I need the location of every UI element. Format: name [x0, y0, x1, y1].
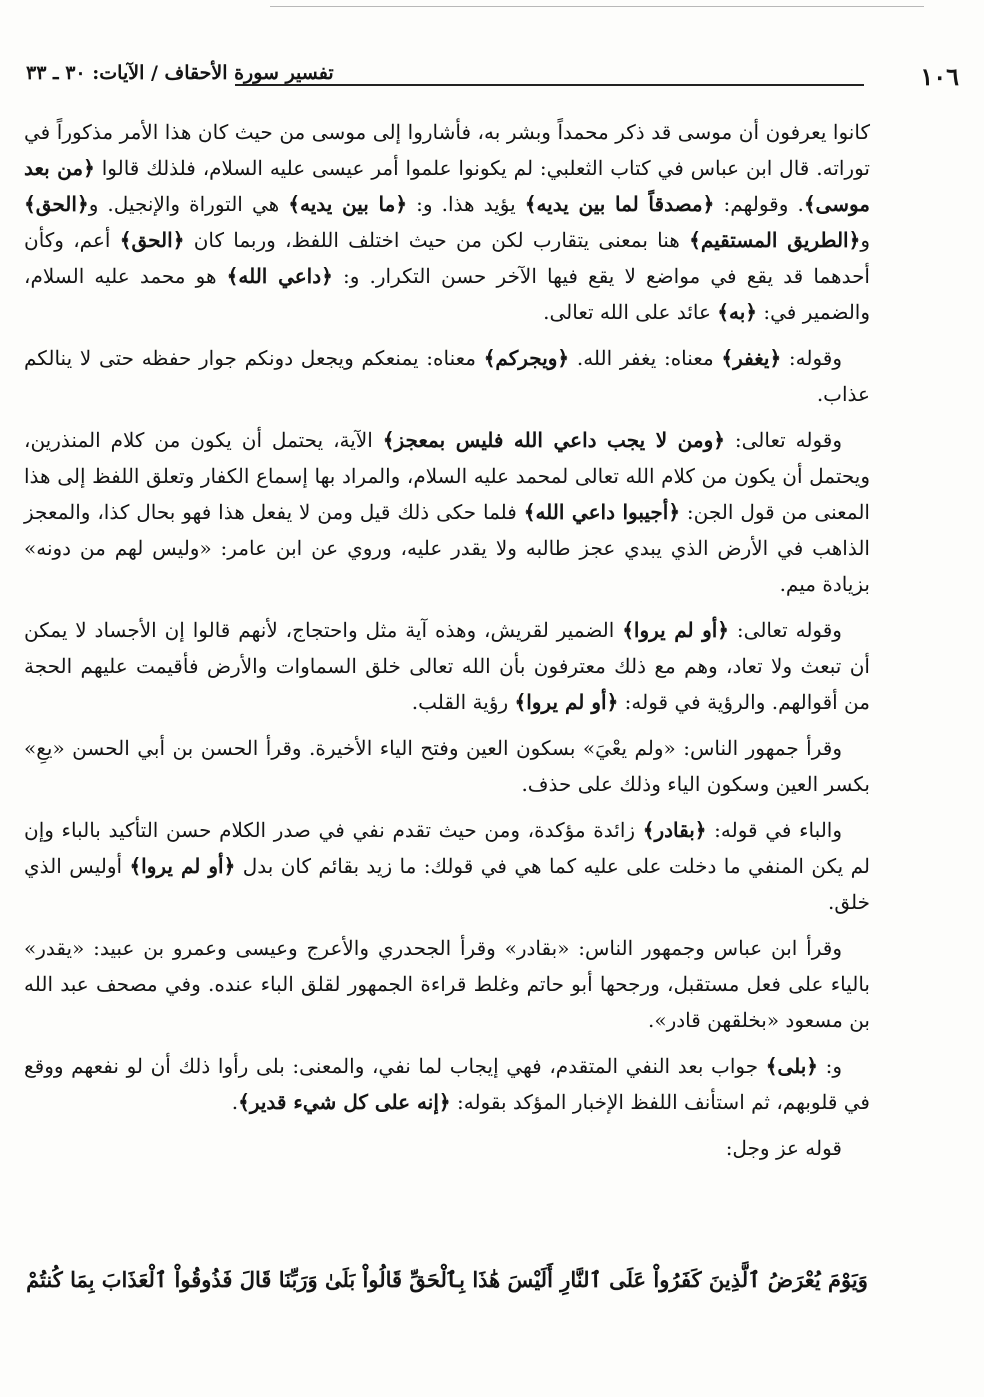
paragraph-text: أوليس الذي خلق. [24, 854, 870, 914]
paragraph-text: . وقولهم: [714, 192, 804, 216]
paragraph-text: الآية، يحتمل أن يكون من كلام المنذرين، ويحتمل أن يكون من كلام الله تعالى لمحمد عليه السلام، والمراد بها إسماع الكفار وتعلق اللفظ إلى هذا المعنى من قول الجن: [24, 428, 870, 524]
paragraph-text: . [231, 1090, 239, 1114]
paragraph-text: زائدة مؤكدة، ومن حيث تقدم نفي في صدر الكلام حسن التأكيد بالباء وإن لم يكن المنفي ما دخلت على عليه كما هي في قولك: ما زيد بقائم كان بدل [24, 818, 871, 878]
paragraph-text: فلما حكى ذلك قيل ومن لا يفعل هذا فهو بحال كذا، والمعجز الذاهب في الأرض الذي يبدي عجز طالبه ولا يقدر عليه، وروي عن ابن عامر: «وليس لهم من دونه» بزيادة ميم. [24, 500, 870, 596]
paragraph [24, 730, 870, 802]
paragraph-text: رؤية القلب. [411, 690, 515, 714]
quoted-verse: ﴿به﴾ [717, 300, 758, 324]
paragraph-text: يؤيد هذا. و: [407, 192, 525, 216]
paragraph-text: وقوله تعالى: [729, 618, 842, 642]
header-rule [235, 84, 864, 86]
paragraph-text: و [860, 228, 870, 252]
paragraph [24, 114, 870, 330]
paragraph-text: وقوله: [781, 346, 842, 370]
paragraph-text: جواب بعد النفي المتقدم، فهي إيجاب لما نفي، والمعنى: بلى رأوا ذلك أن لو نفعهم ووقع في قلوبهم، ثم استأنف اللفظ الإخبار المؤكد بقوله: [24, 1054, 870, 1114]
verse-lead: قوله عز وجل: [725, 1136, 842, 1160]
page-header [20, 62, 959, 92]
quoted-verse: ﴿الحق﴾ [119, 228, 185, 252]
paragraph-text: أعم، وكأن أحدهما قد يقع في مواضع لا يقع فيها الآخر حسن التكرار. و: [24, 228, 870, 288]
paragraph [24, 1048, 870, 1120]
quoted-verse: ﴿بقادر﴾ [642, 818, 707, 842]
paragraph-text: معناه: يغفر الله. [569, 346, 722, 370]
quoted-verse: ﴿إنه على كل شيء قدير﴾ [238, 1090, 451, 1114]
paragraph-text: هي التوراة والإنجيل. و [88, 192, 289, 216]
paragraph-text: والباء في قوله: [706, 818, 842, 842]
quoted-verse: ﴿أو لم يروا﴾ [622, 618, 730, 642]
quoted-verse: ﴿الحق﴾ [24, 192, 89, 216]
quoted-verse: ﴿الطريق المستقيم﴾ [689, 228, 861, 252]
quoted-verse: ﴿ما بين يديه﴾ [288, 192, 408, 216]
paragraph [24, 812, 870, 920]
page-number: ١٠٦ [920, 62, 959, 91]
paragraph-text: و: [818, 1054, 842, 1078]
quoted-verse: ﴿ومن لا يجب داعي الله فليس بمعجز﴾ [382, 428, 725, 452]
quoted-verse: ﴿أو لم يروا﴾ [129, 854, 236, 878]
quoted-verse: ﴿أجيبوا داعي الله﴾ [523, 500, 681, 524]
paragraph [24, 340, 870, 412]
paragraph-text: وقرأ جمهور الناس: «ولم يعْيَ» بسكون العين وفتح الياء الأخيرة. وقرأ الحسن بن أبي الحسن «يعِ» بكسر العين وسكون الياء وذلك على حذف. [24, 736, 870, 796]
paragraph-text: الضمير لقريش، وهذه آية مثل واحتجاج، لأنهم قالوا إن الأجساد لا يمكن أن تبعث ولا تعاد، وهم مع ذلك معترفون بأن الله تعالى خلق السماوات والأرض فأقيمت عليهم الحجة من أقوالهم. والرؤية في قوله: [24, 618, 870, 714]
quoted-verse: ﴿ويجركم﴾ [483, 346, 570, 370]
paragraph-text: هنا بمعنى يتقارب لكن من حيث اختلف اللفظ، وربما كان [184, 228, 690, 252]
paragraph-text: وقوله تعالى: [724, 428, 842, 452]
paragraph [24, 930, 870, 1038]
quoted-verse: ﴿يغفر﴾ [721, 346, 782, 370]
paragraph [24, 422, 870, 602]
paragraphs [24, 114, 870, 1120]
paragraph-text: عائد على الله تعالى. [543, 300, 718, 324]
paragraph-text: هو محمد عليه السلام، والضمير في: [24, 264, 870, 324]
paragraph-text: وقرأ ابن عباس وجمهور الناس: «بقادر» وقرأ الجحدري والأعرج وعيسى وعمرو بن عبيد: «يقدر» بالياء على فعل مستقبل، ورجحها أبو حاتم وغلط قراءة الجمهور لقلق الباء عنده. وفي مصحف عبد الله بن مسعود «بخلقهن قادر». [24, 936, 870, 1032]
quoted-verse: ﴿من بعد موسى﴾ [24, 156, 871, 216]
running-title: تفسير سورة الأحقاف / الآيات: ٣٠ ـ ٣٣ [26, 62, 334, 84]
quoted-verse: ﴿بلى﴾ [765, 1054, 818, 1078]
quoted-verse: ﴿أو لم يروا﴾ [514, 690, 619, 714]
body-text [24, 114, 870, 1176]
quran-verse: وَيَوْمَ يُعْرَضُ ٱلَّذِينَ كَفَرُواْ عَلَى ٱلنَّارِ أَلَيْسَ هَٰذَا بِٱلْحَقِّ قَالُواْ بَلَىٰ وَرَبِّنَا قَالَ فَذُوقُواْ ٱلْعَذَابَ بِمَا كُنتُمْ [26, 1267, 868, 1292]
top-rule [270, 6, 924, 7]
paragraph [24, 612, 870, 720]
quoted-verse: ﴿داعي الله﴾ [226, 264, 333, 288]
paragraph-text: كانوا يعرفون أن موسى قد ذكر محمداً وبشر به، فأشاروا إلى موسى من حيث كان هذا الأمر مذكوراً في توراته. قال ابن عباس في كتاب الثعلبي: لم يكونوا علموا أمر عيسى عليه السلام، فلذلك قالوا [24, 120, 870, 180]
paragraph-text: معناه: يمنعكم ويجعل دونكم جوار حفظه حتى لا ينالكم عذاب. [24, 346, 870, 406]
quoted-verse: ﴿مصدقاً لما بين يديه﴾ [524, 192, 715, 216]
